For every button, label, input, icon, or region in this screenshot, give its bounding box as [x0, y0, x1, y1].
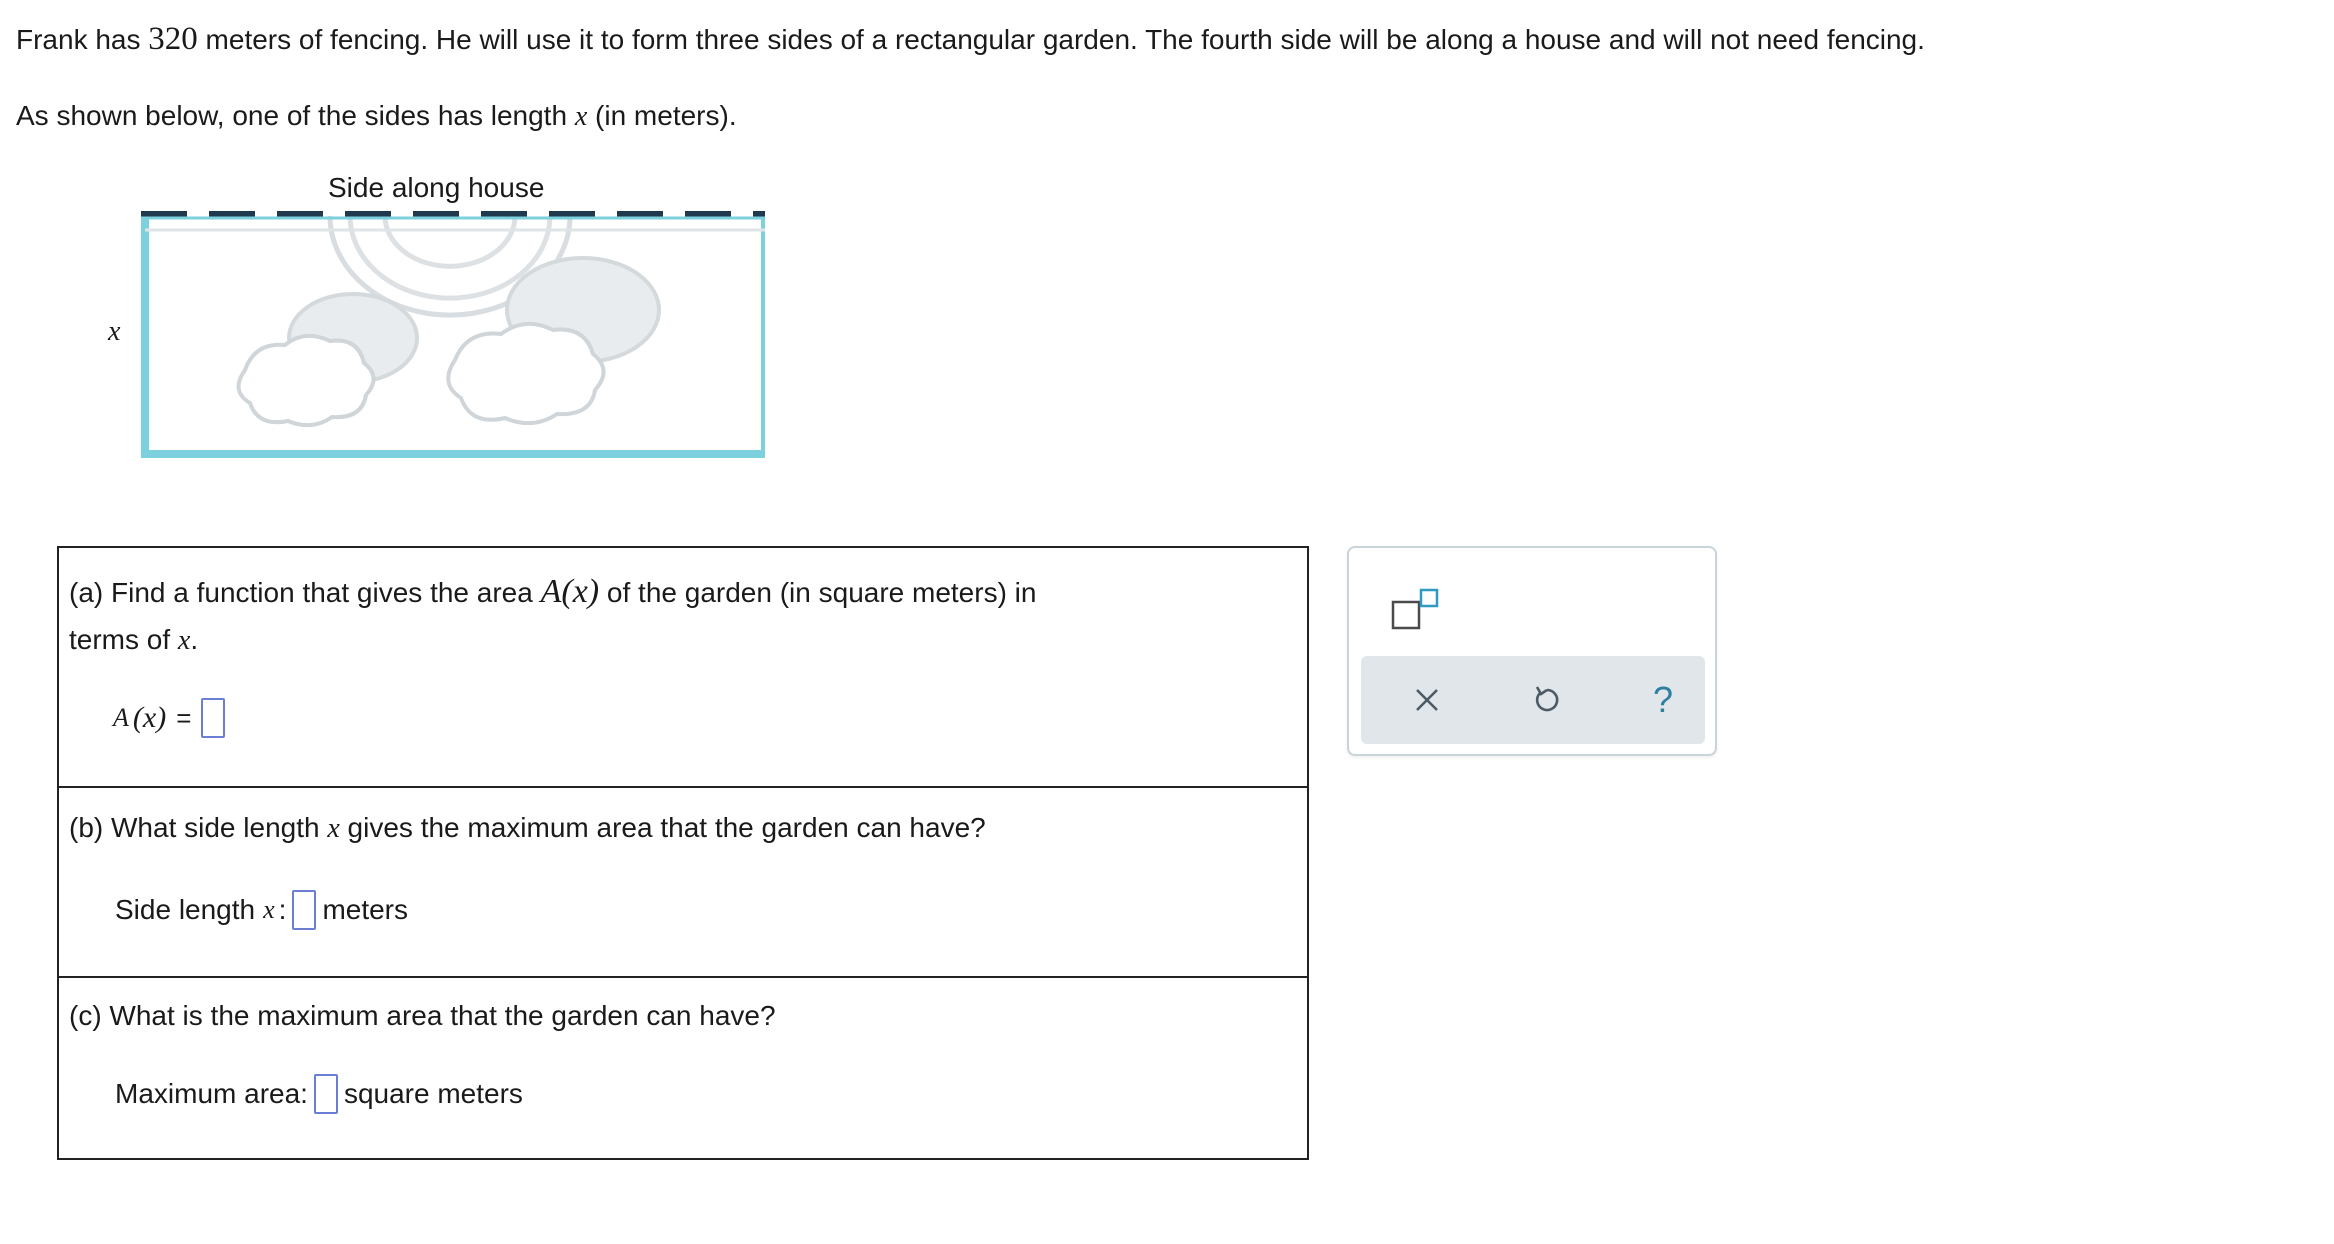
- part-b-answer-row: Side length x : meters: [115, 890, 408, 930]
- undo-button[interactable]: [1521, 674, 1573, 726]
- intro-text-a: Frank has: [16, 24, 149, 55]
- max-area-label: Maximum area:: [115, 1078, 308, 1109]
- fence-outline: [145, 216, 765, 454]
- question-panel: [57, 546, 1309, 1160]
- equals-sign: =: [176, 702, 192, 733]
- problem-statement: [16, 21, 1925, 58]
- part-a-question-line2: terms of x.: [69, 624, 199, 656]
- side-description: [16, 100, 737, 133]
- line2-text-a: As shown below, one of the sides has length: [16, 100, 575, 131]
- undo-icon: [1531, 684, 1563, 716]
- part-c: [59, 976, 1307, 1158]
- close-x-icon: [1412, 685, 1442, 715]
- part-a-question: (a) Find a function that gives the area A(x) of the garden (in square meters) in: [69, 573, 1037, 610]
- side-x-label: x: [108, 316, 121, 347]
- max-area-input[interactable]: [314, 1074, 338, 1114]
- side-length-input[interactable]: [292, 890, 316, 930]
- clear-button[interactable]: [1401, 674, 1453, 726]
- square-meters-unit: square meters: [343, 1078, 523, 1109]
- meters-unit: meters: [322, 894, 409, 925]
- superscript-template-icon[interactable]: [1391, 588, 1439, 636]
- garden-diagram: [135, 200, 765, 460]
- fence-amount: 320: [148, 21, 198, 57]
- part-a-answer-row: [113, 698, 231, 738]
- part-b: [59, 786, 1307, 976]
- answer-function-name: A: [113, 703, 129, 732]
- part-a: [59, 548, 1307, 786]
- answer-function-arg: (x): [132, 701, 167, 734]
- help-button[interactable]: [1637, 674, 1689, 726]
- area-function-input[interactable]: [201, 698, 225, 738]
- bush-icon: [239, 324, 604, 425]
- house-side-label: Side along house: [328, 172, 545, 203]
- part-c-question: (c) What is the maximum area that the garden can have?: [69, 1000, 776, 1031]
- math-tool-palette: [1347, 546, 1717, 756]
- side-length-label: Side length: [115, 894, 256, 925]
- line2-variable: x: [574, 101, 588, 132]
- tool-button-bar: [1361, 656, 1705, 744]
- intro-text-b: meters of fencing. He will use it to form three sides of a rectangular garden. The fourth side will be along a house and will not need fencing.: [197, 24, 1925, 55]
- line2-text-b: (in meters).: [587, 100, 737, 131]
- question-mark-icon: ?: [1652, 679, 1674, 720]
- part-c-answer-row: [115, 1074, 523, 1114]
- part-b-question: (b) What side length x gives the maximum area that the garden can have?: [69, 812, 986, 844]
